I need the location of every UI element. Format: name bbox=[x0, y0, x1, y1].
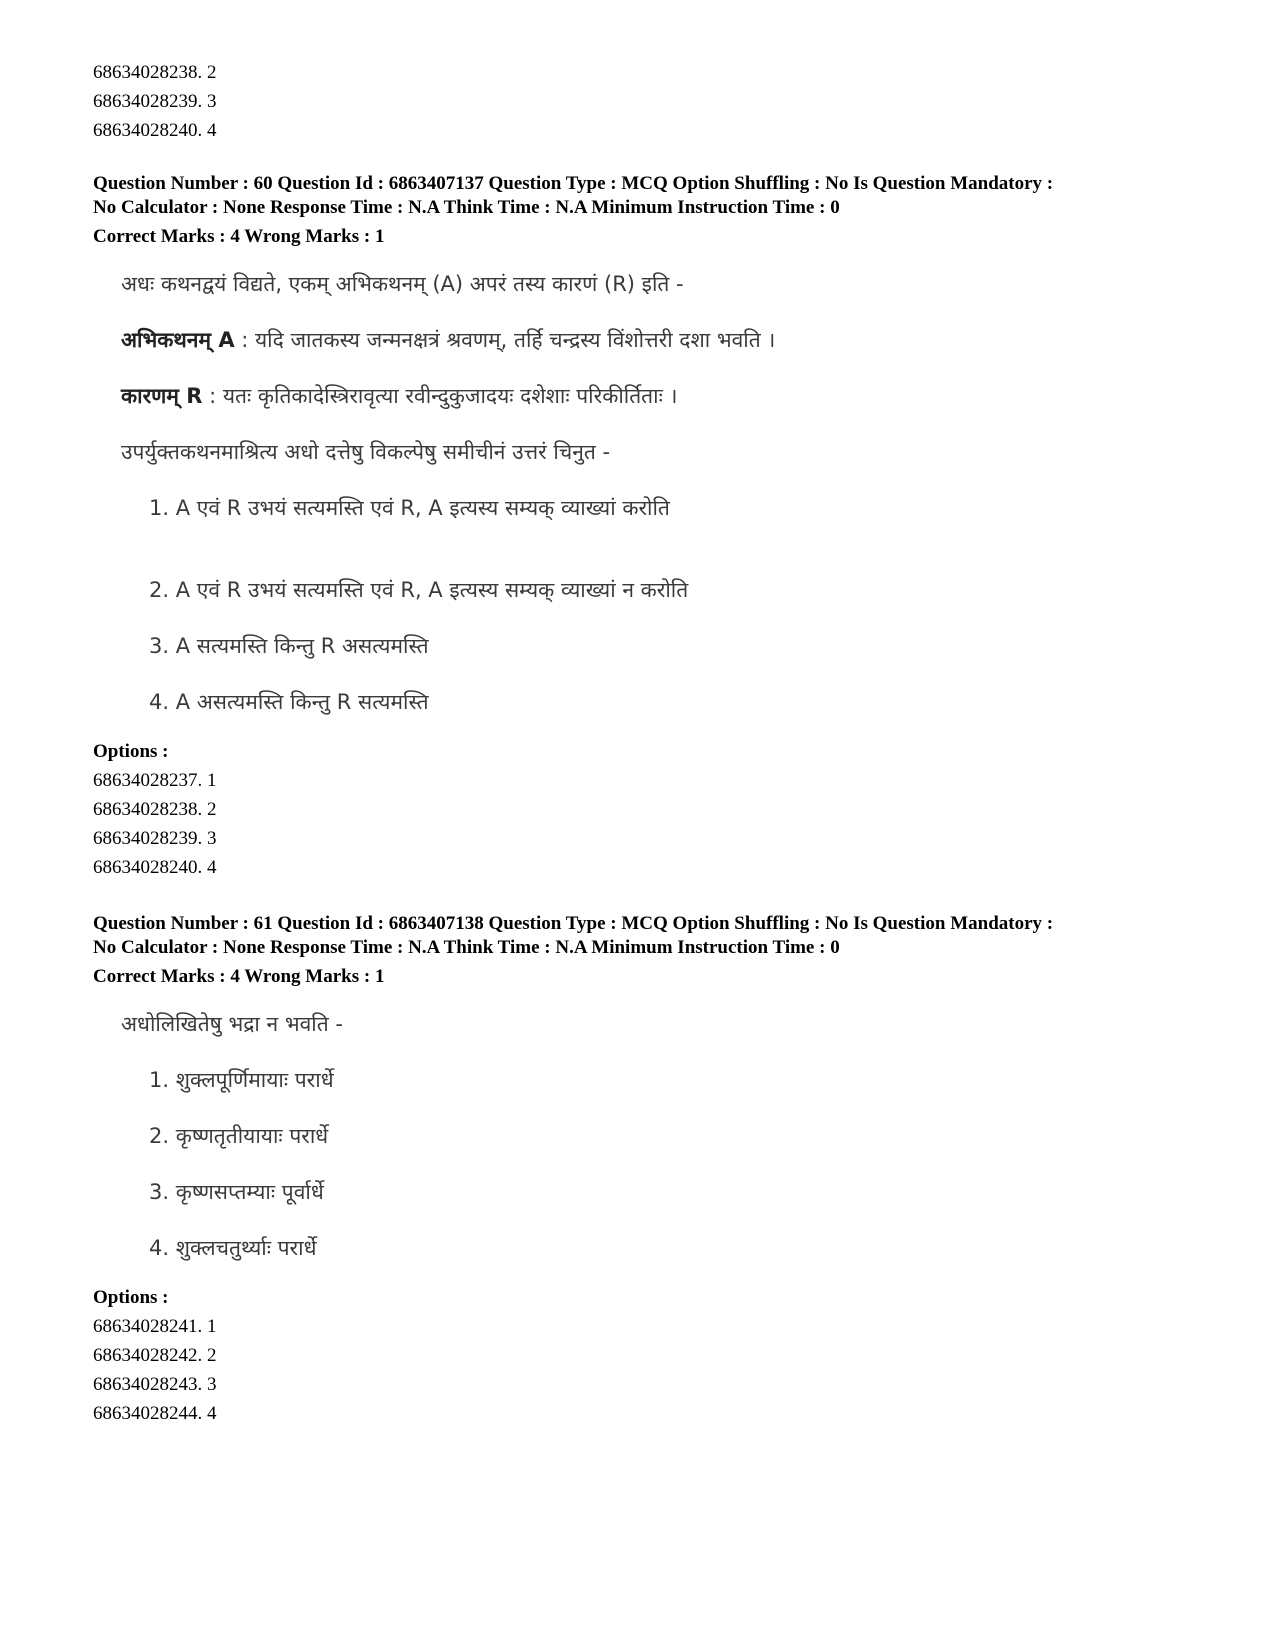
question-60 bbox=[93, 172, 1193, 882]
meta-line-1: Question Number : 60 Question Id : 6863407137 Question Type : MCQ Option Shuffling : No Is Question Mandatory : bbox=[93, 173, 1054, 194]
meta-line-1: Question Number : 61 Question Id : 6863407138 Question Type : MCQ Option Shuffling : No Is Question Mandatory : bbox=[93, 913, 1054, 934]
option-line: 68634028240. 4 bbox=[93, 120, 217, 141]
option-line: 68634028243. 3 bbox=[93, 1374, 217, 1395]
option-line: 68634028239. 3 bbox=[93, 91, 217, 112]
choice-3: 3. A सत्यमस्ति किन्तु R असत्यमस्ति bbox=[149, 634, 429, 658]
choice-3: 3. कृष्णसप्तम्याः पूर्वार्धे bbox=[149, 1180, 324, 1204]
choice-1: 1. A एवं R उभयं सत्यमस्ति एवं R, A इत्यस्य सम्यक् व्याख्यां करोति bbox=[149, 496, 670, 520]
options-label: Options : bbox=[93, 741, 169, 762]
options-label: Options : bbox=[93, 1287, 169, 1308]
question-body bbox=[93, 1007, 1193, 1265]
option-line: 68634028237. 1 bbox=[93, 770, 217, 791]
option-line: 68634028242. 2 bbox=[93, 1345, 217, 1366]
assertion-statement bbox=[121, 323, 1193, 357]
option-line: 68634028238. 2 bbox=[93, 62, 217, 83]
meta-line-2: No Calculator : None Response Time : N.A Think Time : N.A Minimum Instruction Time : 0 bbox=[93, 937, 840, 958]
choice-4: 4. शुक्लचतुर्थ्याः परार्धे bbox=[149, 1236, 317, 1260]
option-line: 68634028244. 4 bbox=[93, 1403, 217, 1424]
question-61 bbox=[93, 912, 1193, 1428]
marks-line: Correct Marks : 4 Wrong Marks : 1 bbox=[93, 966, 385, 987]
question-prompt: उपर्युक्तकथनमाश्रित्य अधो दत्तेषु विकल्पेषु समीचीनं उत्तरं चिनुत - bbox=[121, 440, 611, 464]
assertion-label: अभिकथनम् A bbox=[121, 328, 235, 352]
choice-1: 1. शुक्लपूर्णिमायाः परार्धे bbox=[149, 1068, 334, 1092]
choice-4: 4. A असत्यमस्ति किन्तु R सत्यमस्ति bbox=[149, 690, 429, 714]
choice-2: 2. A एवं R उभयं सत्यमस्ति एवं R, A इत्यस्य सम्यक् व्याख्यां न करोति bbox=[149, 578, 689, 602]
option-line: 68634028240. 4 bbox=[93, 857, 217, 878]
previous-options-list bbox=[93, 58, 1193, 145]
question-body bbox=[93, 267, 1193, 719]
meta-line-2: No Calculator : None Response Time : N.A Think Time : N.A Minimum Instruction Time : 0 bbox=[93, 197, 840, 218]
question-meta bbox=[93, 172, 1193, 220]
option-line: 68634028238. 2 bbox=[93, 799, 217, 820]
option-line: 68634028239. 3 bbox=[93, 828, 217, 849]
choice-2: 2. कृष्णतृतीयायाः परार्धे bbox=[149, 1124, 329, 1148]
reason-text: : यतः कृतिकादेस्त्रिरावृत्या रवीन्दुकुजादयः दशेशाः परिकीर्तिताः । bbox=[202, 384, 678, 408]
option-line: 68634028241. 1 bbox=[93, 1316, 217, 1337]
question-intro: अधः कथनद्वयं विद्यते, एकम् अभिकथनम् (A) अपरं तस्य कारणं (R) इति - bbox=[121, 272, 684, 296]
assertion-text: : यदि जातकस्य जन्मनक्षत्रं श्रवणम्, तर्हि चन्द्रस्य विंशोत्तरी दशा भवति । bbox=[234, 328, 776, 352]
document-page bbox=[93, 58, 1193, 1428]
reason-statement bbox=[121, 379, 1193, 413]
question-prompt: अधोलिखितेषु भद्रा न भवति - bbox=[121, 1012, 343, 1036]
question-meta bbox=[93, 912, 1193, 960]
marks-line: Correct Marks : 4 Wrong Marks : 1 bbox=[93, 226, 385, 247]
reason-label: कारणम् R bbox=[121, 384, 203, 408]
